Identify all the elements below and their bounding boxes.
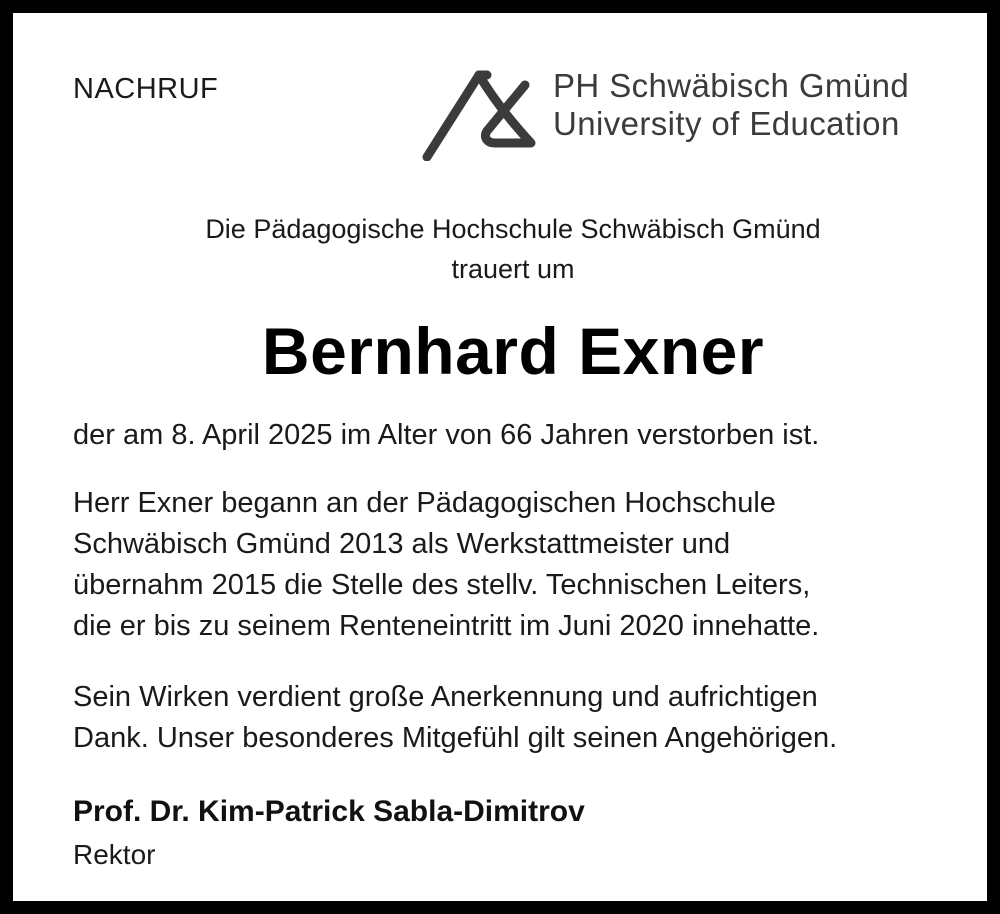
logo-title: PH Schwäbisch Gmünd	[553, 67, 910, 104]
paragraph-line: der am 8. April 2025 im Alter von 66 Jahren verstorben ist.	[73, 419, 820, 451]
paragraph-line: übernahm 2015 die Stelle des stellv. Technischen Leiters,	[73, 569, 811, 601]
paragraph-line: die er bis zu seinem Renteneintritt im Juni 2020 innehatte.	[73, 610, 820, 642]
paragraph-line: Dank. Unser besonderes Mitgefühl gilt seinen Angehörigen.	[73, 722, 838, 754]
university-logo-mark-icon	[421, 65, 545, 161]
signatory-name: Prof. Dr. Kim-Patrick Sabla-Dimitrov	[73, 795, 585, 828]
intro-line: Die Pädagogische Hochschule Schwäbisch Gmünd	[205, 214, 821, 244]
paragraph-line: Sein Wirken verdient große Anerkennung und aufrichtigen	[73, 681, 818, 713]
death-paragraph	[73, 415, 973, 456]
university-logo	[421, 65, 961, 165]
signatory-role: Rektor	[73, 839, 156, 870]
logo-subtitle: University of Education	[553, 105, 900, 142]
paragraph-line: Schwäbisch Gmünd 2013 als Werkstattmeister und	[73, 528, 731, 560]
obituary-label: NACHRUF	[73, 73, 219, 105]
intro-text	[13, 209, 1000, 289]
deceased-name: Bernhard Exner	[261, 314, 765, 388]
thanks-paragraph	[73, 677, 973, 759]
intro-line: trauert um	[451, 254, 575, 284]
paragraph-line: Herr Exner begann an der Pädagogischen Hochschule	[73, 487, 776, 519]
career-paragraph	[73, 483, 973, 647]
